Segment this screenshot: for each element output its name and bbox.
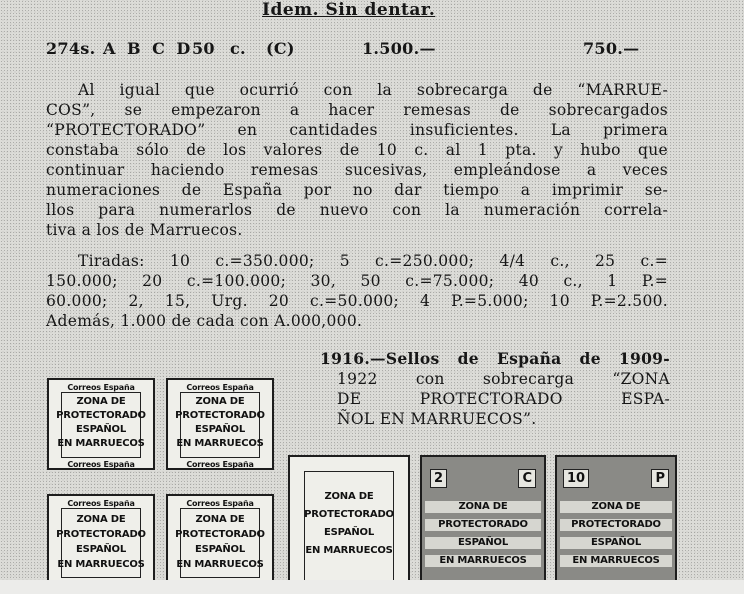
section-title-line: DE PROTECTORADO ESPA- [337,390,670,408]
overprint-correos: Correos España [67,383,135,392]
paragraph1-line: llos para numerarlos de nuevo con la numeración correla- [46,201,668,219]
overprint-marruecos: EN MARRUECOS [305,545,393,556]
paragraph1-line: tiva a los de Marruecos. [46,221,243,239]
overprint-marruecos: EN MARRUECOS [57,438,145,449]
overprint-stamp [166,494,274,580]
section-heading: Idem. Sin dentar. [262,0,436,20]
overprint-correos: Correos España [186,499,254,508]
paragraph1-line: numeraciones de España por no dar tiempo a imprimir se- [46,181,668,199]
overprint-stamp [47,378,155,470]
overprint-zona: ZONA DE [195,396,245,407]
section-title-line: ÑOL EN MARRUECOS”. [337,410,537,428]
overprint-espanol: ESPAÑOL [194,424,246,435]
paragraph1-line: Al igual que ocurrió con la sobrecarga de “MARRUE- [78,81,668,99]
entry-price-used: 750.— [583,39,640,58]
overprint-zona: ZONA DE [560,501,672,513]
overprint-protectorado: PROTECTORADO [175,410,265,421]
overprint-zona: ZONA DE [324,491,374,502]
entry-unit: c. [230,39,246,58]
overprint-marruecos: EN MARRUECOS [560,555,672,567]
entry-price-new: 1.500.— [362,39,436,58]
overprint-marruecos: EN MARRUECOS [176,559,264,570]
overprint-correos: Correos España [186,460,254,469]
overprint-espanol: ESPAÑOL [323,527,375,538]
overprint-marruecos: EN MARRUECOS [176,438,264,449]
overprint-zona: ZONA DE [425,501,541,513]
entry-color: (C) [266,39,295,58]
stamp-value-unit: P [651,469,669,488]
overprint-correos: Correos España [186,383,254,392]
overprint-espanol: ESPAÑOL [560,537,672,549]
overprint-espanol: ESPAÑOL [425,537,541,549]
stamp-value-unit: C [518,469,536,488]
paragraph1-line: COS”, se empezaron a hacer remesas de sobrecargados [46,101,668,119]
overprint-stamp [288,455,410,580]
overprint-correos: Correos España [67,499,135,508]
overprint-zona: ZONA DE [76,514,126,525]
bottom-strip [0,580,744,594]
entry-number: 274s. [46,39,96,58]
paragraph2-line: 60.000; 2, 15, Urg. 20 c.=50.000; 4 P.=5.000; 10 P.=2.500. [46,292,668,310]
overprint-protectorado: PROTECTORADO [175,529,265,540]
section-title-line: 1922 con sobrecarga “ZONA [337,370,670,388]
paragraph1-line: “PROTECTORADO” en cantidades insuficientes. La primera [46,121,668,139]
overprint-correos: Correos España [67,460,135,469]
paragraph1-line: continuar haciendo remesas sucesivas, empleándose a veces [46,161,668,179]
section-title-line: 1916.—Sellos de España de 1909- [320,349,670,368]
overprint-stamp [166,378,274,470]
overprint-espanol: ESPAÑOL [75,544,127,555]
overprint-protectorado: PROTECTORADO [304,509,394,520]
entry-letters: A B C D [103,39,194,58]
overprint-zona: ZONA DE [195,514,245,525]
overprint-stamp [555,455,677,580]
overprint-protectorado: PROTECTORADO [560,519,672,531]
overprint-stamp [420,455,546,580]
overprint-espanol: ESPAÑOL [75,424,127,435]
overprint-zona: ZONA DE [76,396,126,407]
overprint-marruecos: EN MARRUECOS [57,559,145,570]
overprint-protectorado: PROTECTORADO [56,529,146,540]
stamp-value: 2 [430,469,447,488]
overprint-protectorado: PROTECTORADO [56,410,146,421]
entry-value: 50 [192,39,215,58]
overprint-marruecos: EN MARRUECOS [425,555,541,567]
stamp-value: 10 [563,469,589,488]
overprint-espanol: ESPAÑOL [194,544,246,555]
overprint-stamp [47,494,155,580]
paragraph2-line: Además, 1.000 de cada con A.000,000. [46,312,363,330]
paragraph2-line: Tiradas: 10 c.=350.000; 5 c.=250.000; 4/4 c., 25 c.= [78,252,668,270]
stamp-frame [304,471,394,580]
paragraph2-line: 150.000; 20 c.=100.000; 30, 50 c.=75.000; 40 c., 1 P.= [46,272,668,290]
paragraph1-line: constaba sólo de los valores de 10 c. al 1 pta. y hubo que [46,141,668,159]
overprint-protectorado: PROTECTORADO [425,519,541,531]
